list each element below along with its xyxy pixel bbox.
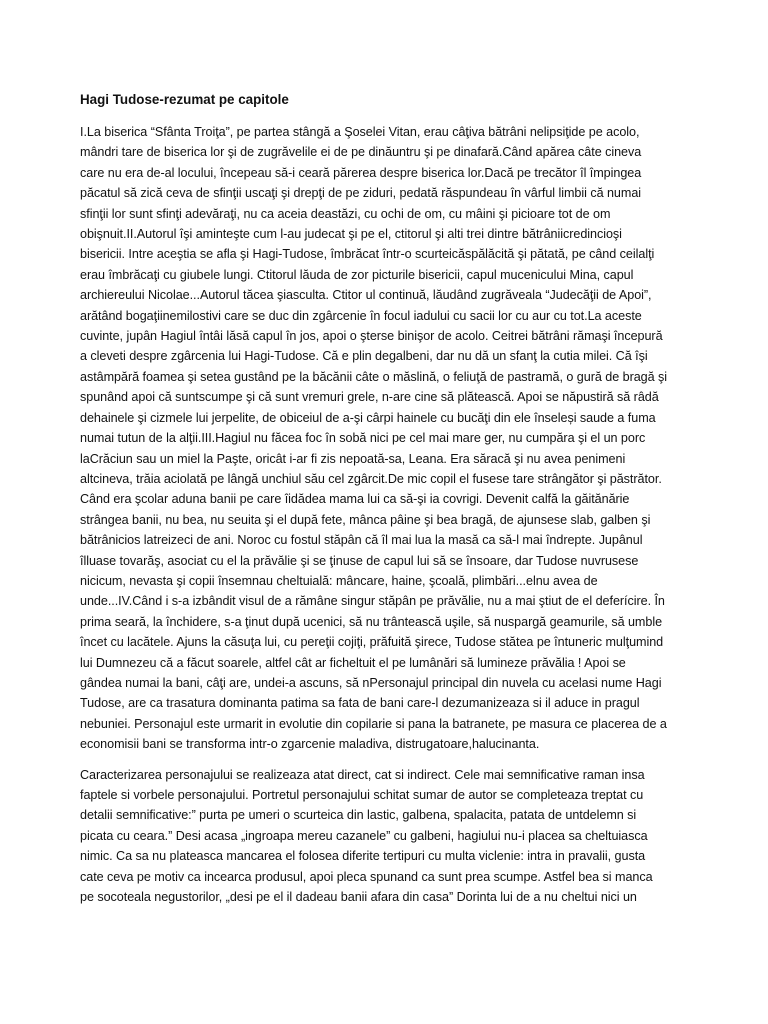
body-paragraph-1: I.La biserica “Sfânta Troiţa”, pe partea stângă a Şoselei Vitan, erau câţiva bătrâni nelipsiţide pe acolo, mândri tare de biserica lor şi de zugrăvelile ei de pe dinăuntru şi pe dinafară.Când apărea câte cineva care nu era de-al locului, începeau să-i ceară părerea despre biserica lor.Dacă pe trecător îl împingea păcatul să zică ceva de sfinţii uscaţi şi drepţi de pe ziduri, pedată răspundeau în vârful limbii că numai sfinţii lor sunt sfinţi adevăraţi, nu ca aceia deastăzi, cu ochi de om, cu mâini şi picioare tot de om obişnuit.II.Autorul îşi aminteşte cum l-au judecat şi pe el, ctitorul şi alti trei dintre bătrâniicredincioşi bisericii. Intre aceştia se afla şi Hagi-Tudose, îmbrăcat într-o scurteicăspălăcită şi pătată, pe când ceilalţi erau îmbrăcaţi cu giubele lungi. Ctitorul lăuda de zor picturile bisericii, capul mucenicului Mina, capul archiereului Nicolae...Autorul tăcea şiasculta. Ctitor ul continuă, lăudând zugrăveala “Judecăţii de Apoi”, arătând bogaţiinemilostivi care se duc din zgârcenie în focul iadului cu sacii lor cu aur cu tot.La aceste cuvinte, jupân Hagiul întâi lăsă capul în jos, apoi o şterse binişor de acolo. Ceitrei bătrâni rămaşi începură a cleveti despre zgârcenia lui Hagi-Tudose. Că e plin degalbeni, dar nu dă un sfanţ la cutia milei. Că îşi astâmpără foamea şi setea gustând pe la băcănii câte o măslină, o feliuţă de pastramă, o gură de bragă şi spunând apoi că suntscumpe şi că sunt vremuri grele, n-are cine să plătească. Apoi se năpustiră să râdă dehainele şi cizmele lui jerpelite, de obiceiul de a-şi cârpi hainele cu bucăţi din ele înseleși saude a fuma numai tutun de la alţii.III.Hagiul nu făcea foc în sobă nici pe cel mai mare ger, nu cumpăra şi el un porc laCrăciun sau un miel la Paşte, oricât i-ar fi zis nepoată-sa, Leana. Era săracă şi nu avea penimeni altcineva, trăia aciolată pe lângă unchiul său cel zgârcit.De mic copil el fusese tare strângător şi păstrător. Când era şcolar aduna banii pe care îidădea mama lui ca să-şi ia covrigi. Devenit calfă la găitănărie strângea banii, nu bea, nu seuita şi el după fete, mânca pâine şi bea bragă, de ajunsese slab, galben şi bătrânicios latreizeci de ani. Noroc cu fostul stăpân că îl mai lua la masă ca să-l mai îndrepte. Jupânul îlluase tovarăş, asociat cu el la prăvălie şi se ţinuse de capul lui să se însoare, dar Tudose nuvrusese nicicum, nevasta şi copii însemnau cheltuială: mâncare, haine, şcoală, plimbări...elnu avea de unde...IV.Când i s-a izbândit visul de a rămâne singur stăpân pe prăvălie, nu a mai ştiut de el deferícire. În prima seară, la închidere, s-a ţinut după ucenici, să nu trântească uşile, să nuspargă geamurile, să umble încet cu lacătele. Ajuns la căsuţa lui, cu pereţii cojiţi, prăfuită şirece, Tudose stătea pe întuneric mulţumind lui Dumnezeu că a făcut soarele, altfel cât ar ficheltuit el pe lumânări să lumineze prăvălia ! Apoi se gândea numai la bani, câţi are, undei-a ascuns, să nPersonajul principal din nuvela cu acelasi nume Hagi Tudose, are ca trasatura dominanta patima sa fata de bani care-l dezumanizeaza si il aduce in pragul nebuniei. Personajul este urmarit in evolutie din copilarie si pana la batranete, pe masura ce placerea de a economisii bani se transforma intr-o zgarcenie maladiva, distrugatoare,halucinanta. <box>80 125 668 752</box>
document-title: Hagi Tudose-rezumat pe capitole <box>80 92 289 107</box>
body-paragraph-2: Caracterizarea personajului se realizeaza atat direct, cat si indirect. Cele mai semnificative raman insa faptele si vorbele personajului. Portretul personajului schitat sumar de autor se completeaza treptat cu detalii semnificative:” purta pe umeri o scurteica din lastic, galbena, spalacita, patata de untdelemn si picata cu ceara.” Desi acasa „ingroapa mereu cazanele” cu galbeni, hagiului nu-i placea sa cheltuiasca nimic. Ca sa nu plateasca mancarea el folosea diferite tertipuri cu multa viclenie: intra in pravalii, gusta cate ceva pe motiv ca incearca produsul, apoi pleca spunand ca sunt prea scumpe. Astfel bea si manca pe socoteala negustorilor, „desi pe el il dadeau banii afara din casa” Dorinta lui de a nu cheltui nici un <box>80 767 653 905</box>
